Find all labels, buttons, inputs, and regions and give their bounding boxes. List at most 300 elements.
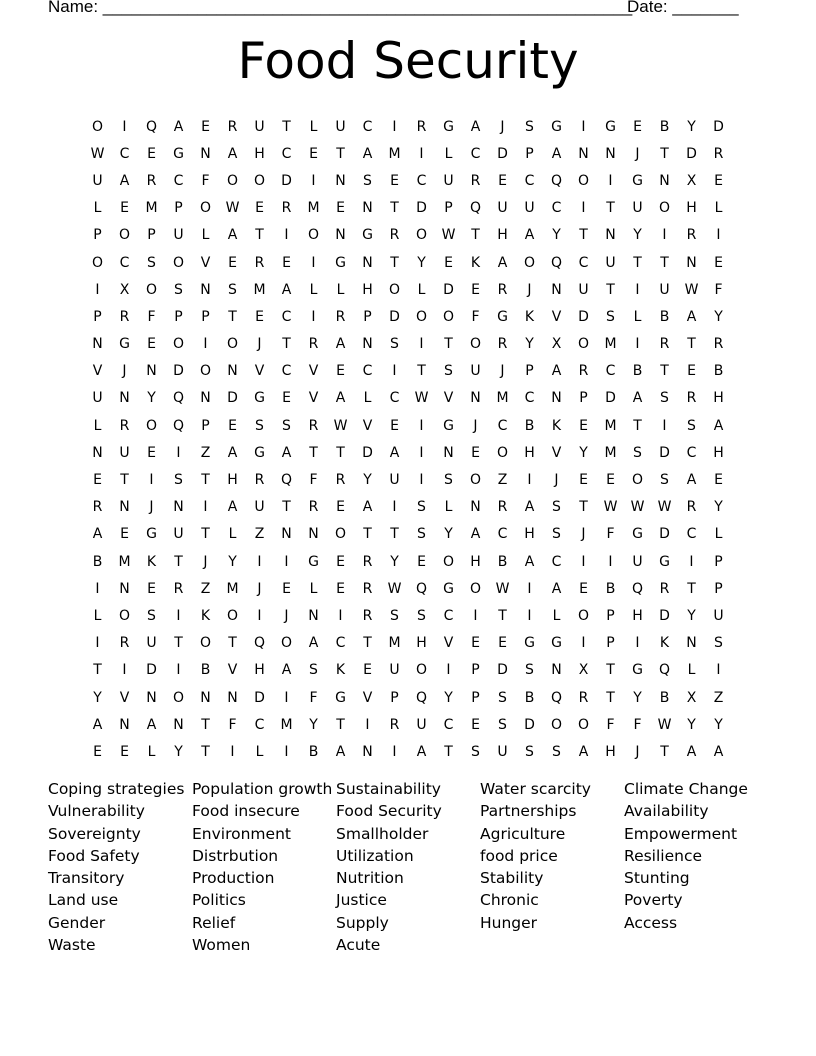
grid-letter: S bbox=[444, 363, 453, 380]
grid-letter: X bbox=[686, 172, 697, 189]
grid-letter: V bbox=[200, 254, 211, 271]
grid-letter: B bbox=[524, 417, 535, 434]
grid-letter: O bbox=[442, 308, 455, 325]
grid-letter: P bbox=[363, 308, 372, 325]
grid-letter: E bbox=[255, 200, 264, 217]
grid-letter: Y bbox=[228, 553, 237, 570]
grid-letter: I bbox=[635, 281, 640, 298]
grid-letter: I bbox=[581, 200, 586, 217]
grid-letter: Q bbox=[550, 254, 563, 271]
word-item: Land use bbox=[48, 891, 119, 910]
grid-letter: C bbox=[281, 308, 292, 325]
grid-letter: A bbox=[92, 716, 103, 733]
grid-letter: C bbox=[281, 363, 292, 380]
grid-letter: L bbox=[363, 390, 372, 407]
grid-letter: A bbox=[173, 118, 184, 135]
grid-letter: Y bbox=[579, 444, 588, 461]
grid-letter: N bbox=[335, 227, 346, 244]
grid-letter: A bbox=[281, 281, 292, 298]
grid-letter: I bbox=[689, 553, 694, 570]
grid-letter: R bbox=[389, 227, 400, 244]
word-item: Food Security bbox=[336, 802, 442, 821]
word-item: Empowerment bbox=[624, 824, 738, 843]
grid-letter: L bbox=[444, 499, 453, 516]
grid-letter: A bbox=[713, 743, 724, 760]
grid-letter: U bbox=[443, 172, 454, 189]
grid-letter: J bbox=[635, 743, 640, 760]
grid-letter: W bbox=[90, 145, 105, 162]
grid-letter: E bbox=[714, 472, 723, 489]
grid-row bbox=[84, 711, 732, 738]
grid-letter: T bbox=[201, 526, 210, 543]
grid-letter: N bbox=[335, 172, 346, 189]
grid-letter: A bbox=[119, 172, 130, 189]
grid-letter: V bbox=[92, 363, 103, 380]
grid-letter: P bbox=[201, 308, 210, 325]
grid-letter: I bbox=[176, 444, 181, 461]
grid-letter: C bbox=[119, 145, 130, 162]
grid-letter: R bbox=[119, 308, 130, 325]
grid-letter: T bbox=[660, 254, 669, 271]
grid-letter: E bbox=[498, 635, 507, 652]
grid-letter: B bbox=[308, 743, 319, 760]
grid-letter: L bbox=[309, 580, 318, 597]
grid-letter: E bbox=[93, 743, 102, 760]
grid-letter: S bbox=[390, 607, 399, 624]
grid-letter: C bbox=[524, 390, 535, 407]
grid-letter: C bbox=[119, 254, 130, 271]
grid-letter: F bbox=[606, 526, 615, 543]
grid-letter: V bbox=[443, 635, 454, 652]
grid-row bbox=[84, 358, 732, 385]
grid-letter: S bbox=[444, 472, 453, 489]
grid-letter: N bbox=[119, 580, 130, 597]
grid-letter: S bbox=[147, 607, 156, 624]
grid-letter: J bbox=[203, 553, 208, 570]
grid-letter: R bbox=[659, 580, 670, 597]
grid-letter: W bbox=[333, 417, 348, 434]
grid-letter: R bbox=[389, 716, 400, 733]
grid-letter: S bbox=[525, 743, 534, 760]
grid-letter: R bbox=[92, 499, 103, 516]
grid-letter: F bbox=[606, 716, 615, 733]
grid-letter: Y bbox=[552, 227, 561, 244]
word-item: Resilience bbox=[624, 846, 703, 865]
grid-letter: O bbox=[172, 689, 185, 706]
grid-letter: E bbox=[93, 472, 102, 489]
grid-letter: E bbox=[147, 145, 156, 162]
grid-letter: E bbox=[120, 200, 129, 217]
grid-letter: E bbox=[120, 526, 129, 543]
grid-letter: N bbox=[551, 390, 562, 407]
grid-letter: O bbox=[577, 172, 590, 189]
grid-letter: N bbox=[281, 526, 292, 543]
grid-letter: D bbox=[173, 363, 184, 380]
grid-letter: T bbox=[633, 254, 642, 271]
grid-letter: C bbox=[686, 444, 697, 461]
grid-letter: U bbox=[92, 390, 103, 407]
grid-letter: C bbox=[254, 716, 265, 733]
grid-letter: B bbox=[659, 118, 670, 135]
grid-letter: I bbox=[662, 417, 667, 434]
grid-letter: C bbox=[497, 417, 508, 434]
grid-letter: A bbox=[578, 743, 589, 760]
word-item: Nutrition bbox=[336, 869, 404, 888]
grid-letter: T bbox=[174, 635, 183, 652]
grid-letter: Y bbox=[633, 227, 642, 244]
word-bank bbox=[48, 778, 768, 956]
word-column bbox=[192, 778, 336, 956]
grid-row bbox=[84, 276, 732, 303]
grid-letter: I bbox=[365, 716, 370, 733]
grid-letter: T bbox=[444, 336, 453, 353]
grid-letter: O bbox=[523, 254, 536, 271]
grid-letter: O bbox=[631, 472, 644, 489]
grid-letter: W bbox=[414, 390, 429, 407]
grid-letter: R bbox=[335, 308, 346, 325]
grid-letter: J bbox=[500, 118, 505, 135]
grid-letter: B bbox=[92, 553, 103, 570]
grid-letter: G bbox=[335, 254, 346, 271]
grid-letter: I bbox=[203, 336, 208, 353]
grid-letter: V bbox=[362, 689, 373, 706]
grid-letter: T bbox=[336, 716, 345, 733]
grid-letter: R bbox=[416, 118, 427, 135]
grid-letter: I bbox=[419, 472, 424, 489]
grid-letter: I bbox=[419, 145, 424, 162]
grid-letter: E bbox=[390, 172, 399, 189]
grid-letter: R bbox=[470, 172, 481, 189]
grid-letter: N bbox=[578, 145, 589, 162]
grid-letter: W bbox=[603, 499, 618, 516]
grid-letter: A bbox=[470, 118, 481, 135]
word-item: Politics bbox=[192, 891, 246, 910]
grid-letter: J bbox=[284, 607, 289, 624]
grid-letter: R bbox=[362, 580, 373, 597]
grid-letter: T bbox=[282, 499, 291, 516]
grid-letter: S bbox=[633, 444, 642, 461]
grid-letter: A bbox=[686, 743, 697, 760]
grid-letter: S bbox=[282, 417, 291, 434]
grid-letter: Y bbox=[687, 607, 696, 624]
grid-letter: S bbox=[498, 689, 507, 706]
grid-letter: U bbox=[632, 553, 643, 570]
grid-letter: T bbox=[417, 363, 426, 380]
grid-row bbox=[84, 140, 732, 167]
grid-letter: S bbox=[417, 607, 426, 624]
grid-letter: R bbox=[686, 390, 697, 407]
grid-letter: Y bbox=[417, 254, 426, 271]
grid-letter: G bbox=[362, 227, 373, 244]
grid-letter: M bbox=[253, 281, 266, 298]
grid-letter: C bbox=[551, 200, 562, 217]
grid-letter: Q bbox=[469, 200, 482, 217]
grid-letter: P bbox=[579, 390, 588, 407]
grid-letter: V bbox=[443, 390, 454, 407]
grid-letter: Q bbox=[631, 580, 644, 597]
word-item: Poverty bbox=[624, 891, 683, 910]
grid-letter: D bbox=[362, 444, 373, 461]
grid-letter: P bbox=[606, 607, 615, 624]
grid-letter: I bbox=[581, 635, 586, 652]
grid-letter: E bbox=[471, 444, 480, 461]
grid-letter: R bbox=[119, 635, 130, 652]
grid-letter: C bbox=[524, 172, 535, 189]
grid-letter: V bbox=[254, 363, 265, 380]
grid-row bbox=[84, 602, 732, 629]
grid-letter: L bbox=[93, 607, 102, 624]
grid-letter: F bbox=[714, 281, 723, 298]
grid-letter: O bbox=[199, 635, 212, 652]
grid-letter: K bbox=[200, 607, 211, 624]
word-item: Gender bbox=[48, 913, 106, 932]
grid-letter: T bbox=[201, 716, 210, 733]
grid-letter: A bbox=[470, 526, 481, 543]
grid-letter: D bbox=[497, 145, 508, 162]
grid-letter: T bbox=[606, 689, 615, 706]
grid-letter: M bbox=[280, 716, 293, 733]
grid-letter: L bbox=[93, 200, 102, 217]
grid-letter: N bbox=[119, 499, 130, 516]
grid-letter: J bbox=[473, 417, 478, 434]
grid-letter: H bbox=[227, 472, 238, 489]
grid-letter: I bbox=[95, 281, 100, 298]
grid-letter: V bbox=[308, 363, 319, 380]
grid-letter: E bbox=[471, 635, 480, 652]
grid-letter: U bbox=[389, 662, 400, 679]
grid-letter: Q bbox=[280, 472, 293, 489]
grid-letter: I bbox=[257, 553, 262, 570]
grid-row bbox=[84, 684, 732, 711]
grid-letter: W bbox=[495, 580, 510, 597]
grid-letter: H bbox=[686, 200, 697, 217]
grid-letter: R bbox=[335, 472, 346, 489]
grid-row bbox=[84, 494, 732, 521]
grid-letter: N bbox=[443, 444, 454, 461]
grid-letter: R bbox=[497, 281, 508, 298]
grid-letter: A bbox=[308, 635, 319, 652]
grid-letter: Q bbox=[172, 390, 185, 407]
grid-letter: K bbox=[335, 662, 346, 679]
word-item: Sovereignty bbox=[48, 824, 141, 843]
grid-letter: S bbox=[363, 172, 372, 189]
grid-letter: O bbox=[577, 607, 590, 624]
grid-letter: J bbox=[500, 363, 505, 380]
grid-letter: Z bbox=[200, 444, 211, 461]
grid-letter: N bbox=[119, 716, 130, 733]
grid-letter: Q bbox=[658, 662, 671, 679]
grid-letter: T bbox=[174, 553, 183, 570]
grid-letter: G bbox=[605, 118, 616, 135]
grid-letter: I bbox=[176, 607, 181, 624]
grid-letter: D bbox=[659, 526, 670, 543]
grid-letter: I bbox=[419, 444, 424, 461]
grid-letter: C bbox=[443, 716, 454, 733]
grid-letter: E bbox=[255, 308, 264, 325]
grid-letter: A bbox=[497, 254, 508, 271]
grid-letter: N bbox=[362, 200, 373, 217]
grid-letter: R bbox=[308, 336, 319, 353]
grid-letter: W bbox=[387, 580, 402, 597]
grid-letter: N bbox=[227, 689, 238, 706]
grid-letter: Y bbox=[444, 526, 453, 543]
grid-letter: B bbox=[497, 553, 508, 570]
grid-letter: S bbox=[525, 118, 534, 135]
grid-letter: N bbox=[200, 689, 211, 706]
grid-letter: A bbox=[146, 716, 157, 733]
grid-letter: L bbox=[309, 281, 318, 298]
grid-letter: Y bbox=[714, 499, 723, 516]
grid-letter: N bbox=[308, 526, 319, 543]
grid-letter: E bbox=[714, 172, 723, 189]
grid-letter: O bbox=[226, 607, 239, 624]
grid-letter: F bbox=[228, 716, 237, 733]
grid-letter: X bbox=[119, 281, 130, 298]
grid-letter: I bbox=[257, 607, 262, 624]
grid-letter: T bbox=[201, 743, 210, 760]
grid-letter: Q bbox=[550, 172, 563, 189]
grid-letter: I bbox=[284, 743, 289, 760]
grid-letter: O bbox=[550, 716, 563, 733]
grid-letter: T bbox=[606, 662, 615, 679]
grid-letter: I bbox=[635, 336, 640, 353]
grid-letter: Q bbox=[172, 417, 185, 434]
grid-letter: M bbox=[118, 553, 131, 570]
grid-letter: I bbox=[581, 553, 586, 570]
grid-letter: I bbox=[446, 662, 451, 679]
grid-letter: I bbox=[716, 227, 721, 244]
grid-letter: M bbox=[604, 417, 617, 434]
grid-letter: O bbox=[226, 336, 239, 353]
grid-letter: C bbox=[578, 254, 589, 271]
grid-letter: T bbox=[390, 200, 399, 217]
page-title: Food Security bbox=[237, 32, 579, 90]
grid-letter: T bbox=[579, 227, 588, 244]
grid-letter: E bbox=[579, 472, 588, 489]
grid-letter: U bbox=[713, 607, 724, 624]
grid-letter: I bbox=[527, 472, 532, 489]
grid-letter: O bbox=[469, 580, 482, 597]
grid-letter: H bbox=[713, 444, 724, 461]
grid-letter: Z bbox=[254, 526, 265, 543]
grid-letter: M bbox=[496, 390, 509, 407]
grid-letter: I bbox=[527, 607, 532, 624]
grid-letter: L bbox=[417, 281, 426, 298]
grid-letter: M bbox=[604, 444, 617, 461]
grid-letter: T bbox=[336, 444, 345, 461]
grid-letter: I bbox=[581, 118, 586, 135]
grid-letter: A bbox=[686, 308, 697, 325]
grid-letter: T bbox=[633, 417, 642, 434]
grid-letter: A bbox=[227, 145, 238, 162]
grid-letter: C bbox=[173, 172, 184, 189]
grid-letter: A bbox=[281, 662, 292, 679]
grid-letter: N bbox=[686, 635, 697, 652]
grid-letter: E bbox=[390, 417, 399, 434]
grid-letter: K bbox=[524, 308, 535, 325]
grid-letter: S bbox=[417, 526, 426, 543]
word-item: Food Safety bbox=[48, 846, 140, 865]
grid-letter: O bbox=[253, 172, 266, 189]
grid-letter: X bbox=[551, 336, 562, 353]
grid-letter: C bbox=[605, 363, 616, 380]
grid-letter: G bbox=[443, 118, 454, 135]
grid-letter: Z bbox=[200, 580, 211, 597]
grid-letter: P bbox=[714, 553, 723, 570]
grid-letter: S bbox=[606, 308, 615, 325]
grid-letter: W bbox=[657, 499, 672, 516]
grid-letter: R bbox=[281, 200, 292, 217]
grid-letter: N bbox=[146, 363, 157, 380]
grid-letter: G bbox=[443, 580, 454, 597]
grid-letter: P bbox=[93, 308, 102, 325]
grid-letter: P bbox=[525, 145, 534, 162]
grid-letter: A bbox=[416, 743, 427, 760]
grid-row bbox=[84, 167, 732, 194]
word-item: Hunger bbox=[480, 913, 538, 932]
grid-letter: N bbox=[362, 254, 373, 271]
grid-letter: G bbox=[335, 689, 346, 706]
grid-letter: D bbox=[227, 390, 238, 407]
grid-letter: U bbox=[524, 200, 535, 217]
grid-letter: Z bbox=[713, 689, 724, 706]
grid-letter: A bbox=[686, 472, 697, 489]
grid-letter: F bbox=[147, 308, 156, 325]
grid-letter: I bbox=[419, 417, 424, 434]
grid-letter: R bbox=[308, 417, 319, 434]
grid-letter: Y bbox=[687, 118, 696, 135]
grid-letter: U bbox=[173, 227, 184, 244]
grid-row bbox=[84, 521, 732, 548]
grid-row bbox=[84, 657, 732, 684]
grid-letter: J bbox=[635, 145, 640, 162]
word-item: Waste bbox=[48, 936, 96, 955]
grid-letter: E bbox=[579, 580, 588, 597]
grid-letter: G bbox=[659, 553, 670, 570]
grid-letter: L bbox=[201, 227, 210, 244]
word-item: Supply bbox=[336, 913, 389, 932]
grid-letter: E bbox=[147, 444, 156, 461]
grid-letter: I bbox=[392, 363, 397, 380]
word-item: Production bbox=[192, 869, 275, 888]
grid-letter: E bbox=[471, 281, 480, 298]
grid-letter: D bbox=[416, 200, 427, 217]
grid-letter: T bbox=[228, 308, 237, 325]
grid-letter: E bbox=[471, 716, 480, 733]
grid-letter: E bbox=[444, 254, 453, 271]
grid-letter: U bbox=[497, 743, 508, 760]
grid-letter: I bbox=[635, 635, 640, 652]
grid-letter: U bbox=[389, 472, 400, 489]
grid-letter: H bbox=[632, 607, 643, 624]
grid-letter: X bbox=[578, 662, 589, 679]
grid-letter: E bbox=[147, 580, 156, 597]
grid-letter: D bbox=[659, 444, 670, 461]
grid-letter: O bbox=[91, 254, 104, 271]
grid-letter: R bbox=[578, 689, 589, 706]
word-item: Water scarcity bbox=[480, 780, 591, 798]
grid-letter: O bbox=[415, 227, 428, 244]
grid-letter: L bbox=[714, 200, 723, 217]
grid-letter: T bbox=[255, 227, 264, 244]
grid-letter: Y bbox=[147, 390, 156, 407]
grid-letter: C bbox=[362, 363, 373, 380]
grid-letter: Y bbox=[363, 472, 372, 489]
word-column bbox=[336, 778, 480, 956]
grid-letter: R bbox=[119, 417, 130, 434]
grid-letter: D bbox=[659, 607, 670, 624]
grid-letter: P bbox=[714, 580, 723, 597]
